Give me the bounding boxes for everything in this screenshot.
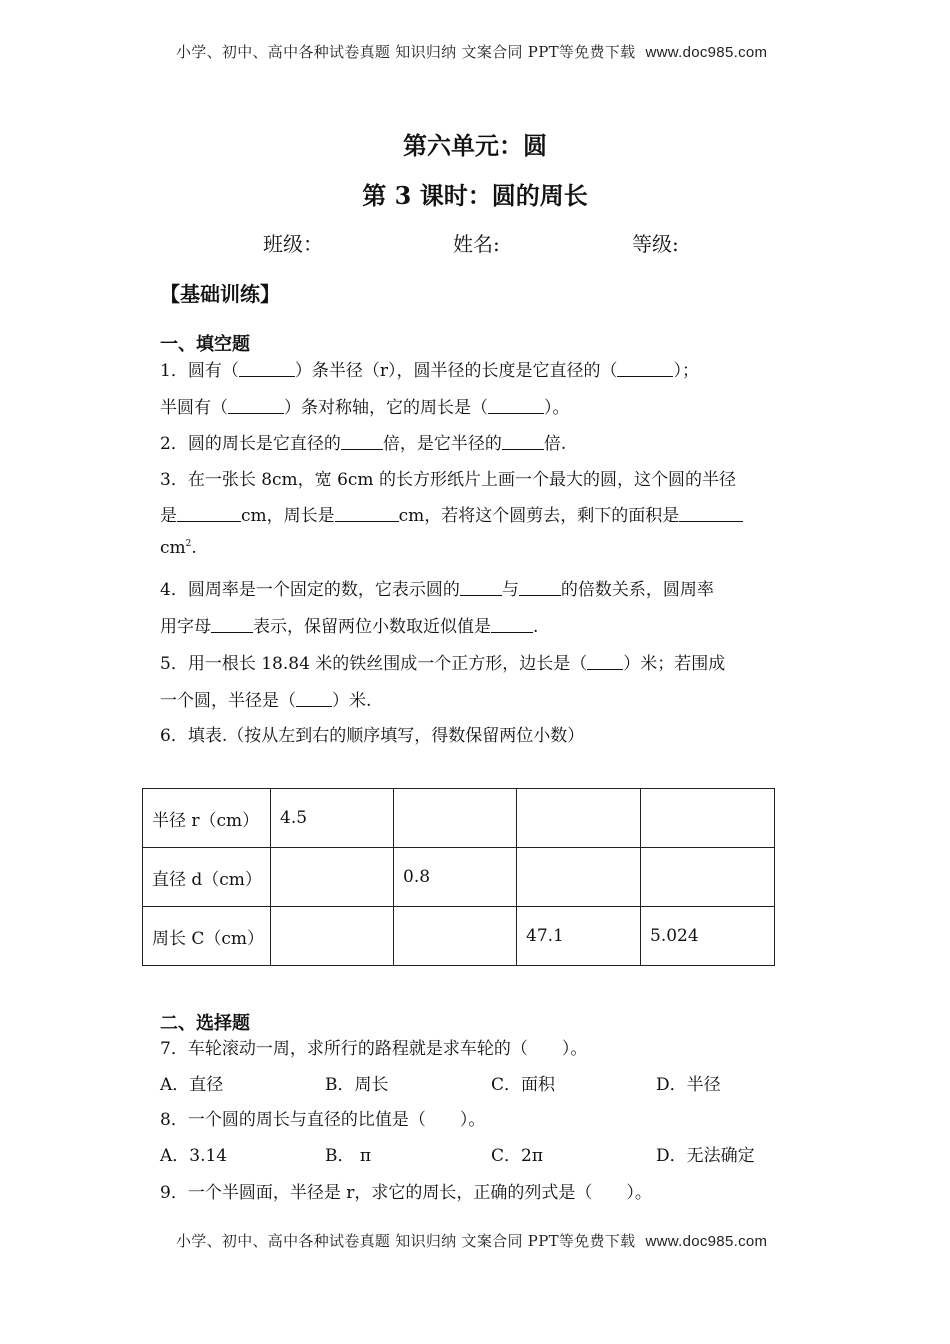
table-cell: 5.024 (641, 907, 775, 966)
table-cell: 周长 C（cm） (143, 907, 271, 966)
blank[interactable] (460, 581, 502, 596)
blank[interactable] (296, 692, 332, 707)
question-3-line-3: $cm^2$. (160, 538, 197, 558)
lesson-title: 第 3 课时：圆的周长 (362, 181, 588, 210)
grade-label: 等级: (632, 232, 679, 256)
blank[interactable] (587, 655, 623, 670)
question-4-line-2: 用字母 表示，保留两位小数取近似值是 . (160, 617, 539, 637)
footer-url[interactable]: www.doc985.com (645, 1233, 768, 1250)
table-cell: 47.1 (517, 907, 641, 966)
table-cell: 0.8 (394, 848, 517, 907)
blank[interactable] (679, 507, 743, 522)
blank[interactable] (335, 507, 399, 522)
question-7: 7．车轮滚动一周，求所行的路程就是求车轮的（ ）。 (160, 1039, 588, 1059)
table-cell: 半径 r（cm） (143, 789, 271, 848)
table-cell: 4.5 (271, 789, 394, 848)
table-cell[interactable] (394, 907, 517, 966)
header-text: 小学、初中、高中各种试卷真题 知识归纳 文案合同 PPT等免费下载 (176, 43, 636, 61)
blank[interactable] (228, 399, 284, 414)
question-9: 9．一个半圆面，半径是 r，求它的周长，正确的列式是（ ）。 (160, 1183, 652, 1203)
blank[interactable] (211, 618, 253, 633)
table-cell[interactable] (517, 848, 641, 907)
unit-title: 第六单元：圆 (403, 131, 547, 160)
table-cell[interactable] (517, 789, 641, 848)
option-c[interactable]: C．2π (491, 1146, 543, 1166)
option-d[interactable]: D．无法确定 (656, 1146, 755, 1166)
blank[interactable] (239, 362, 295, 377)
question-5-line-2: 一个圆，半径是（ ）米. (160, 691, 372, 711)
table-cell[interactable] (641, 848, 775, 907)
blank[interactable] (502, 435, 544, 450)
class-label: 班级： (263, 232, 323, 256)
question-3-line-1: 3．在一张长 8cm，宽 6cm 的长方形纸片上画一个最大的圆，这个圆的半径 (160, 470, 736, 490)
blank[interactable] (341, 435, 383, 450)
page-header (176, 41, 767, 62)
option-a[interactable]: A．直径 (160, 1075, 224, 1095)
fill-table (142, 788, 775, 966)
question-8: 8．一个圆的周长与直径的比值是（ ）。 (160, 1110, 486, 1130)
option-c[interactable]: C．面积 (491, 1075, 556, 1095)
table-cell: 直径 d（cm） (143, 848, 271, 907)
table-cell[interactable] (641, 789, 775, 848)
question-5-line-1: 5．用一根长 18.84 米的铁丝围成一个正方形，边长是（ ）米；若围成 (160, 654, 726, 674)
table-cell[interactable] (271, 907, 394, 966)
name-label: 姓名: (453, 232, 500, 256)
section2-heading: 二、选择题 (160, 1013, 250, 1034)
blank[interactable] (177, 507, 241, 522)
question-7-options (160, 1070, 721, 1095)
option-b[interactable]: B． π (325, 1146, 372, 1166)
option-d[interactable]: D．半径 (656, 1075, 721, 1095)
question-1-line-1: 1．圆有（ ）条半径（r），圆半径的长度是它直径的（ ）； (160, 361, 699, 381)
option-b[interactable]: B．周长 (325, 1075, 389, 1095)
blank[interactable] (491, 618, 533, 633)
table-row (143, 789, 775, 848)
blank[interactable] (488, 399, 544, 414)
table-row (143, 848, 775, 907)
question-1-line-2: 半圆有（ ）条对称轴，它的周长是（ ）。 (160, 398, 570, 418)
table-cell[interactable] (394, 789, 517, 848)
section1-heading: 一、填空题 (160, 334, 250, 355)
footer-text: 小学、初中、高中各种试卷真题 知识归纳 文案合同 PPT等免费下载 (176, 1232, 636, 1250)
table-row (143, 907, 775, 966)
page-footer (176, 1230, 767, 1251)
blank[interactable] (617, 362, 673, 377)
question-8-options (160, 1141, 755, 1166)
question-3-line-2: 是 cm，周长是 cm，若将这个圆剪去，剩下的面积是 (160, 501, 743, 526)
question-4-line-1: 4．圆周率是一个固定的数，它表示圆的 与 的倍数关系，圆周率 (160, 580, 714, 600)
question-2: 2．圆的周长是它直径的 倍，是它半径的 倍. (160, 434, 567, 454)
table-cell[interactable] (271, 848, 394, 907)
question-6: 6．填表.（按从左到右的顺序填写，得数保留两位小数） (160, 726, 585, 746)
header-url[interactable]: www.doc985.com (645, 44, 768, 61)
blank[interactable] (519, 581, 561, 596)
basic-training-heading: 【基础训练】 (160, 282, 280, 306)
option-a[interactable]: A．3.14 (160, 1146, 228, 1166)
